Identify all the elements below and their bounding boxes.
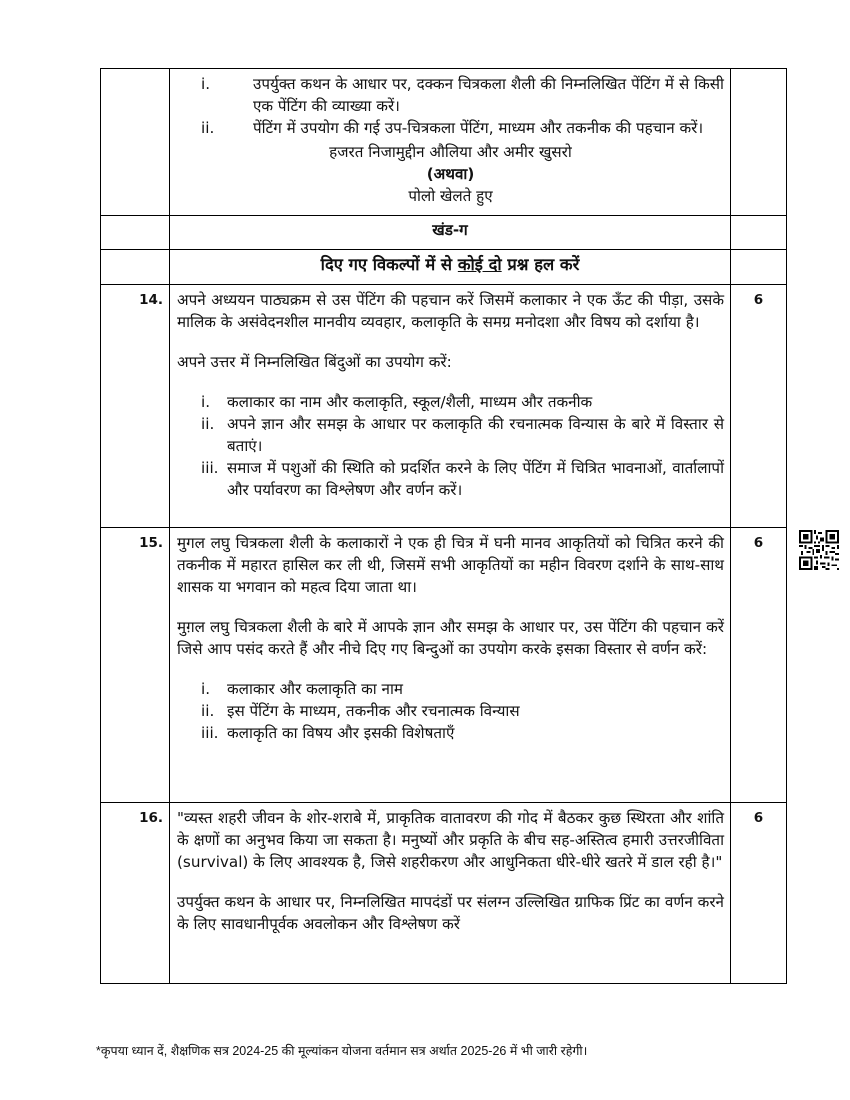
question-intro: मुगल लघु चित्रकला शैली के कलाकारों ने एक ही चित्र में घनी मानव आकृतियों को चित्रित करने की तकनीक में महारत हासिल कर ली थी, जिसमें सभी आकृतियों का महीन विवरण दर्शाने के साथ-साथ शासक या भगवान को महत्व दिया जाता था। bbox=[177, 534, 724, 596]
prev-question-row bbox=[101, 69, 787, 216]
question-lead: अपने उत्तर में निम्नलिखित बिंदुओं का उपयोग करें: bbox=[177, 353, 452, 371]
painting-option-b: पोलो खेलते हुए bbox=[408, 187, 493, 205]
question-marks: 6 bbox=[731, 803, 787, 984]
question-row-15 bbox=[101, 528, 787, 803]
list-item: i. कलाकार और कलाकृति का नाम bbox=[201, 680, 403, 698]
question-row-16 bbox=[101, 803, 787, 984]
question-intro: "व्यस्त शहरी जीवन के शोर-शराबे में, प्राकृतिक वातावरण की गोद में बैठकर कुछ स्थिरता और शांति के क्षणों का अनुभव किया जा सकता है। मनुष्यों और प्रकृति के बीच सह-अस्तित्व हमारी उत्तरजीविता (survival) के लिए आवश्यक है, जिसे शहरीकरण और आधुनिकता धीरे-धीरे खतरे में डाल रही है।" bbox=[177, 809, 724, 871]
painting-option-a: हजरत निजामुद्दीन औलिया और अमीर खुसरो bbox=[329, 143, 572, 161]
question-row-14 bbox=[101, 285, 787, 528]
list-item: i. कलाकार का नाम और कलाकृति, स्कूल/शैली, माध्यम और तकनीक bbox=[201, 393, 593, 411]
section-instruction-row bbox=[101, 250, 787, 285]
prev-question-points bbox=[177, 73, 724, 139]
list-item: i. उपर्युक्त कथन के आधार पर, दक्कन चित्रकला शैली की निम्नलिखित पेंटिंग में से किसी एक पेंटिंग की व्याख्या करें। bbox=[201, 75, 724, 115]
question-intro: अपने अध्ययन पाठ्यक्रम से उस पेंटिंग की पहचान करें जिसमें कलाकार ने एक ऊँट की पीड़ा, उसके मालिक के असंवेदनशील मानवीय व्यवहार, कलाकृति के समग्र मनोदशा और विषय को दर्शाया है। bbox=[177, 291, 724, 331]
question-points bbox=[177, 678, 724, 744]
question-body bbox=[170, 285, 731, 528]
or-label: (अथवा) bbox=[426, 165, 475, 183]
footer-note: *कृपया ध्यान दें, शैक्षणिक सत्र 2024-25 की मूल्यांकन योजना वर्तमान सत्र अर्थात 2025-26 में भी जारी रहेगी। bbox=[96, 1044, 588, 1058]
list-item: ii. इस पेंटिंग के माध्यम, तकनीक और रचनात्मक विन्यास bbox=[201, 702, 520, 720]
qr-code-icon bbox=[799, 530, 839, 570]
question-number: 14. bbox=[101, 285, 170, 528]
list-item: ii. पेंटिंग में उपयोग की गई उप-चित्रकला पेंटिंग, माध्यम और तकनीक की पहचान करें। bbox=[201, 119, 704, 137]
list-item: iii. समाज में पशुओं की स्थिति को प्रदर्शित करने के लिए पेंटिंग में चित्रित भावनाओं, वार्तालापों और पर्यावरण का विश्लेषण और वर्णन करें। bbox=[201, 459, 724, 499]
section-instruction: दिए गए विकल्पों में से कोई दो प्रश्न हल करें bbox=[170, 250, 731, 285]
question-lead: उपर्युक्त कथन के आधार पर, निम्नलिखित मापदंडों पर संलग्न उल्लिखित ग्राफिक प्रिंट का वर्णन करने के लिए सावधानीपूर्वक अवलोकन और विश्लेषण करें bbox=[177, 893, 724, 933]
question-table bbox=[100, 68, 787, 984]
question-body bbox=[170, 528, 731, 803]
question-lead: मुग़ल लघु चित्रकला शैली के बारे में आपके ज्ञान और समझ के आधार पर, उस पेंटिंग की पहचान करें जिसे आप पसंद करते हैं और नीचे दिए गए बिन्दुओं का उपयोग करके इसका विस्तार से वर्णन करें: bbox=[177, 618, 724, 658]
question-number: 15. bbox=[101, 528, 170, 803]
question-number: 16. bbox=[101, 803, 170, 984]
section-title-row bbox=[101, 216, 787, 250]
prev-question-body bbox=[170, 69, 731, 216]
question-marks: 6 bbox=[731, 285, 787, 528]
question-marks: 6 bbox=[731, 528, 787, 803]
question-body bbox=[170, 803, 731, 984]
question-points bbox=[177, 391, 724, 501]
list-item: ii. अपने ज्ञान और समझ के आधार पर कलाकृति की रचनात्मक विन्यास के बारे में विस्तार से बताएं। bbox=[201, 415, 724, 455]
list-item: iii. कलाकृति का विषय और इसकी विशेषताएँ bbox=[201, 724, 455, 742]
section-title: खंड-ग bbox=[170, 216, 731, 250]
